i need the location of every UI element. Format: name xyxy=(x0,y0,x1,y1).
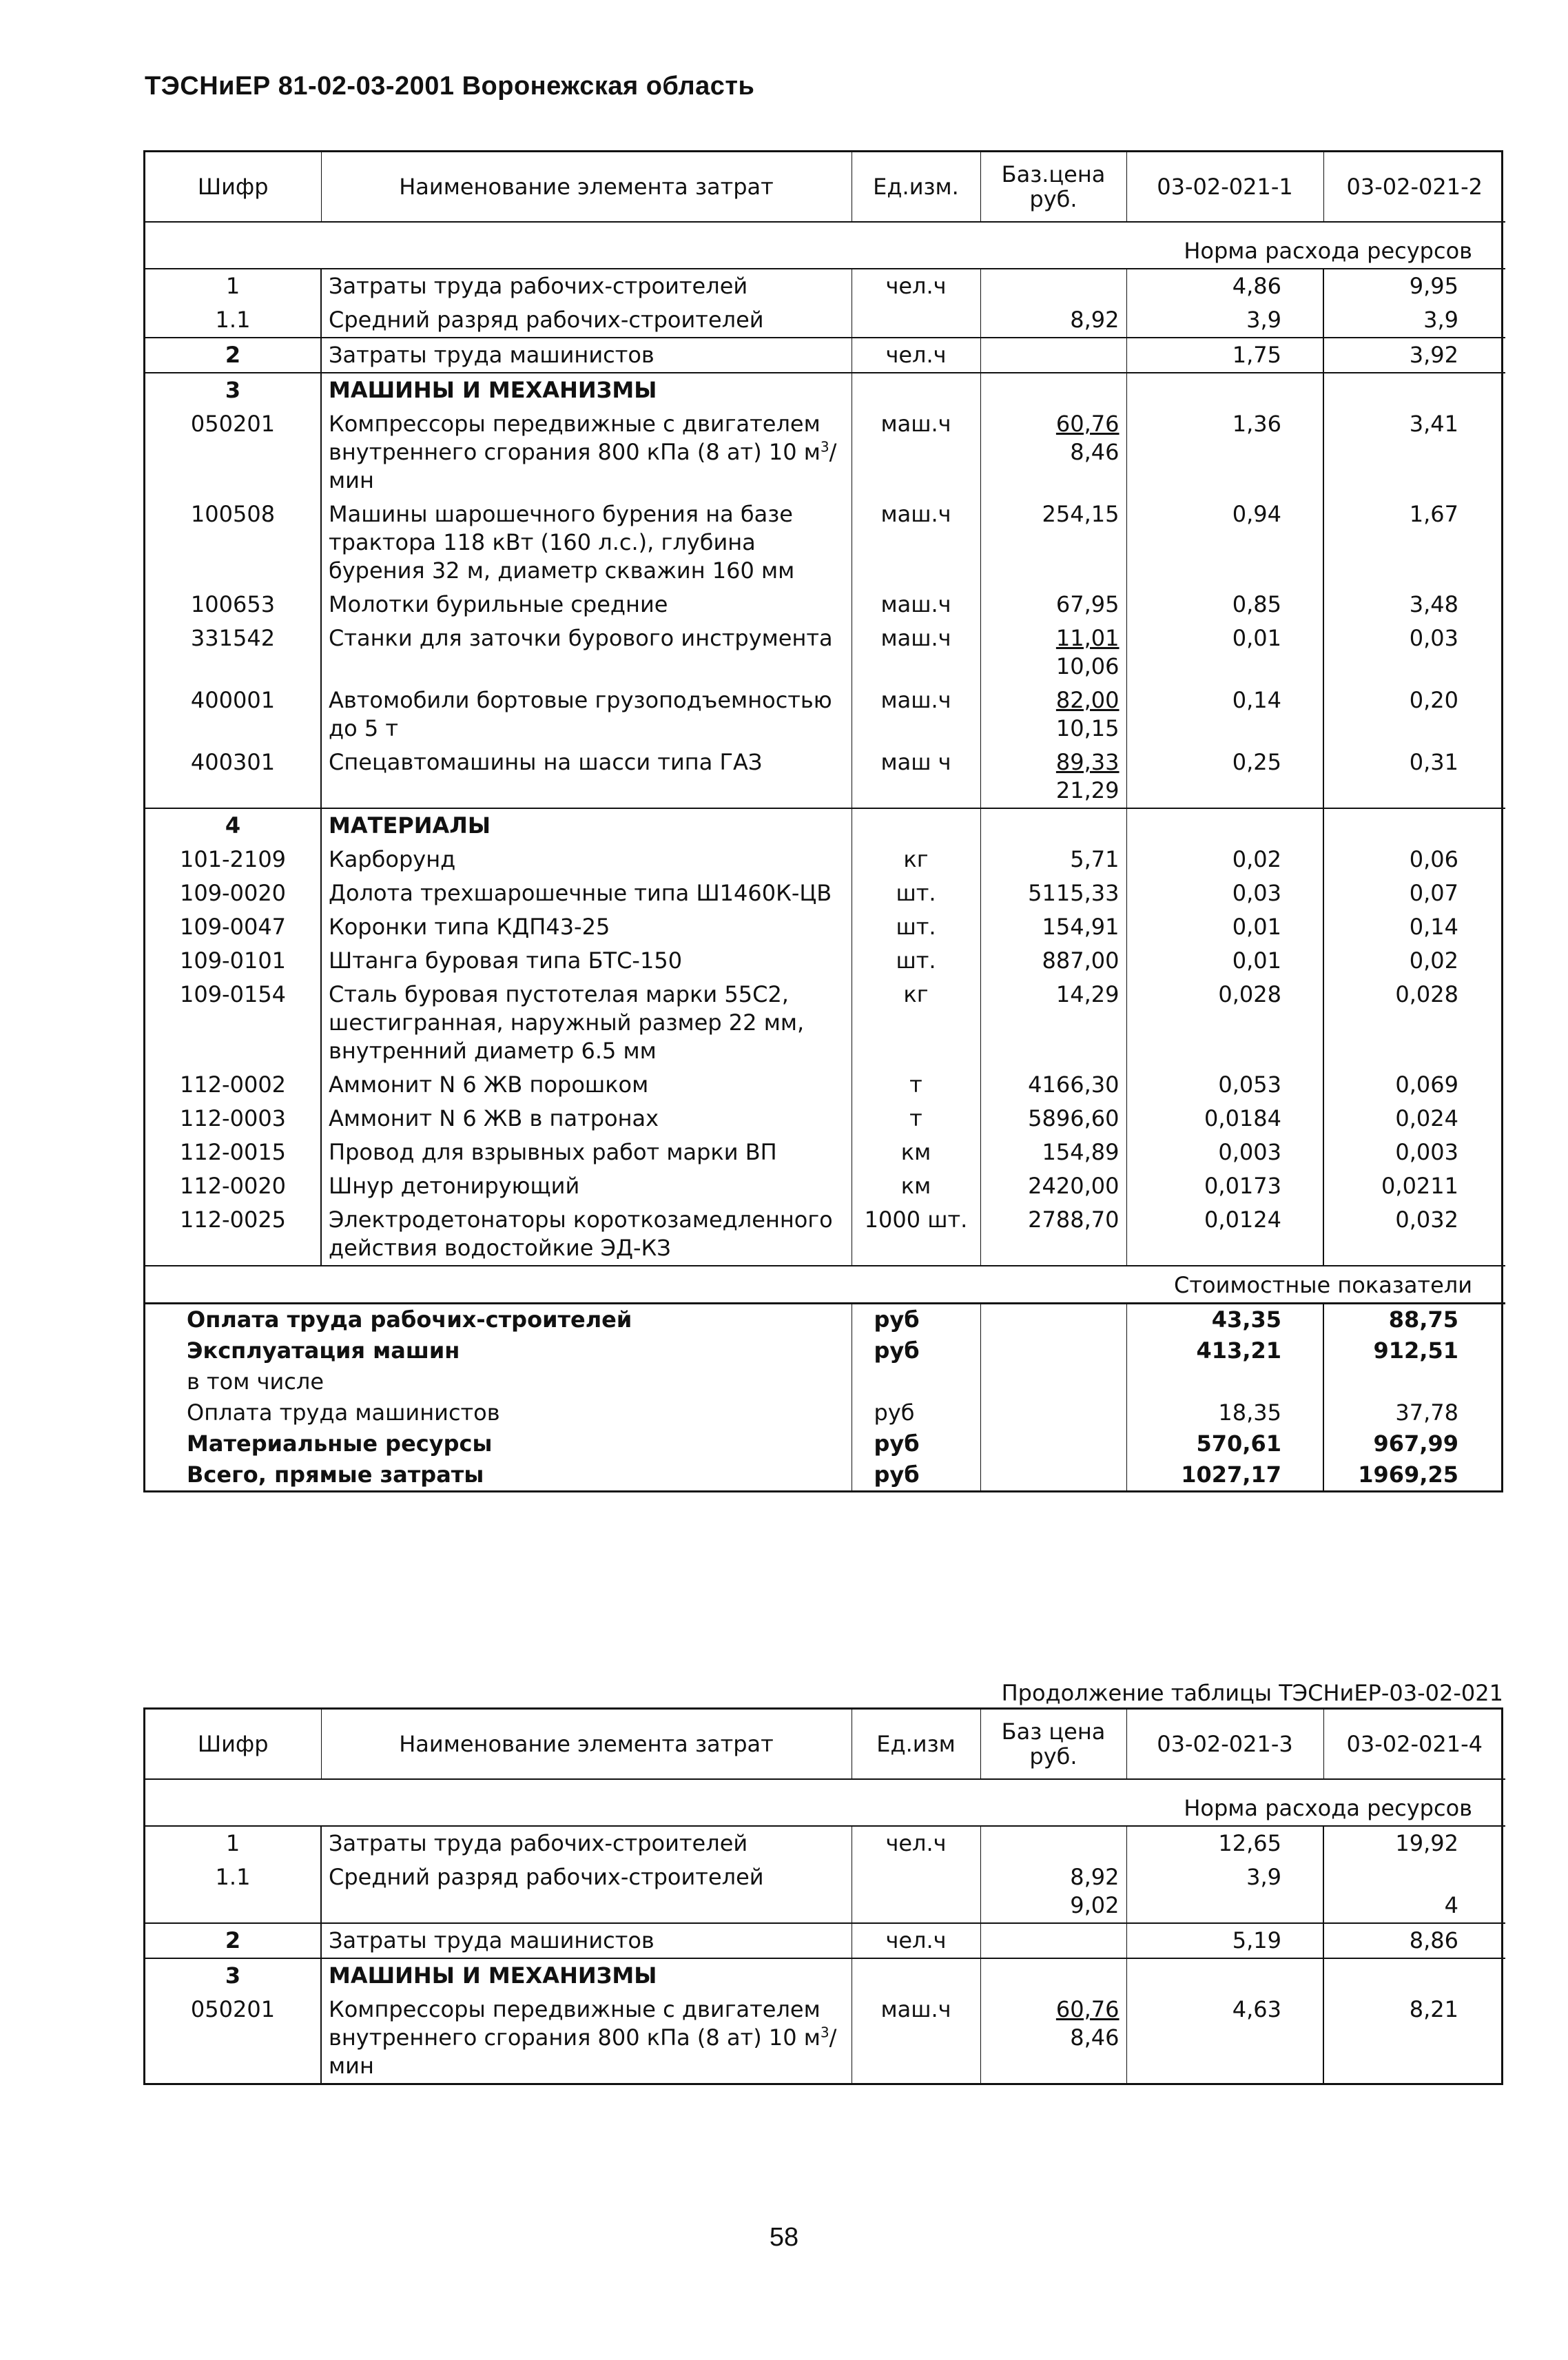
row-unit: км xyxy=(852,1169,980,1203)
column-header-unit: Ед.изм. xyxy=(852,152,980,222)
row-value-2: 0,02 xyxy=(1409,947,1458,974)
table-row xyxy=(145,684,1505,746)
row-price: 60,76 8,46 xyxy=(980,407,1126,497)
row-value-1: 0,25 xyxy=(1126,746,1323,808)
row-name: Аммонит N 6 ЖВ в патронах xyxy=(321,1102,852,1136)
row-unit: маш.ч xyxy=(852,588,980,622)
row-unit xyxy=(852,303,980,338)
cost-row xyxy=(145,1397,1505,1428)
row-name: Спецавтомашины на шасси типа ГАЗ xyxy=(321,746,852,808)
row-name: Компрессоры передвижные с двигателем внутреннего сгорания 800 кПа (8 ат) 10 $м^3$/мин xyxy=(321,1993,852,2083)
resource-table-1 xyxy=(143,150,1503,1492)
row-unit: чел.ч xyxy=(852,1923,980,1958)
row-unit: маш.ч xyxy=(852,497,980,588)
row-unit: т xyxy=(852,1102,980,1136)
row-name: Компрессоры передвижные с двигателем внутреннего сгорания 800 кПа (8 ат) 10 $м^3$/мин xyxy=(321,407,852,497)
cost-name: в том числе xyxy=(145,1366,852,1397)
table-row xyxy=(145,978,1505,1068)
row-name: Средний разряд рабочих-строителей xyxy=(321,1860,852,1923)
page-title: ТЭСНиЕР 81-02-03-2001 Воронежская область xyxy=(145,72,755,101)
column-header-price: Баз.цена руб. xyxy=(980,152,1126,222)
cost-name: Материальные ресурсы xyxy=(145,1428,852,1459)
cost-value-2: 37,78 xyxy=(1395,1399,1458,1426)
row-code: 331542 xyxy=(145,622,321,684)
cost-row xyxy=(145,1428,1505,1459)
row-code: 400001 xyxy=(145,684,321,746)
column-header-name: Наименование элемента затрат xyxy=(321,152,852,222)
row-price: 89,33 21,29 xyxy=(980,746,1126,808)
cost-value-2: 1969,25 xyxy=(1358,1461,1458,1488)
row-name: Аммонит N 6 ЖВ порошком xyxy=(321,1068,852,1102)
row-value-1: 1,75 xyxy=(1126,338,1323,373)
row-unit: 1000 шт. xyxy=(852,1203,980,1266)
row-price: 14,29 xyxy=(980,978,1126,1068)
row-price: 254,15 xyxy=(980,497,1126,588)
section-code: 3 xyxy=(145,1958,321,1993)
row-code: 112-0015 xyxy=(145,1136,321,1169)
row-value-2: 8,21 xyxy=(1409,1996,1458,2022)
row-price: 154,91 xyxy=(980,910,1126,944)
cost-unit: руб xyxy=(852,1304,980,1336)
row-price: 4166,30 xyxy=(980,1068,1126,1102)
row-value-1: 0,01 xyxy=(1126,622,1323,684)
continuation-label: Продолжение таблицы ТЭСНиЕР-03-02-021 xyxy=(985,1679,1503,1709)
row-price xyxy=(980,338,1126,373)
table-row xyxy=(145,910,1505,944)
section-title: МАТЕРИАЛЫ xyxy=(321,808,852,843)
row-unit: шт. xyxy=(852,944,980,978)
table-row xyxy=(145,1923,1505,1958)
row-price: 5896,60 xyxy=(980,1102,1126,1136)
column-header-code: Шифр xyxy=(145,152,321,222)
column-header-unit: Ед.изм xyxy=(852,1710,980,1779)
row-unit: км xyxy=(852,1136,980,1169)
column-header-norm-4: 03-02-021-4 xyxy=(1323,1710,1505,1779)
table-row xyxy=(145,1102,1505,1136)
section-row xyxy=(145,808,1505,843)
column-header-norm-3: 03-02-021-3 xyxy=(1126,1710,1323,1779)
row-unit: кг xyxy=(852,978,980,1068)
cost-name: Оплата труда машинистов xyxy=(145,1397,852,1428)
row-unit: маш.ч xyxy=(852,684,980,746)
row-price: 8,92 9,02 xyxy=(980,1860,1126,1923)
row-code: 2 xyxy=(145,338,321,373)
row-price: 82,00 10,15 xyxy=(980,684,1126,746)
row-value-1: 0,94 xyxy=(1126,497,1323,588)
cost-unit xyxy=(852,1366,980,1397)
row-value-1: 0,053 xyxy=(1126,1068,1323,1102)
row-name: Штанга буровая типа БТС-150 xyxy=(321,944,852,978)
row-value-2: 0,032 xyxy=(1395,1207,1458,1233)
row-value-1: 0,03 xyxy=(1126,876,1323,910)
row-name: Долота трехшарошечные типа Ш1460К-ЦВ xyxy=(321,876,852,910)
row-name: Машины шарошечного бурения на базе трактора 118 кВт (160 л.с.), глубина бурения 32 м, диаметр скважин 160 мм xyxy=(321,497,852,588)
section-row xyxy=(145,1958,1505,1993)
row-name: Станки для заточки бурового инструмента xyxy=(321,622,852,684)
table-row xyxy=(145,1169,1505,1203)
table-row xyxy=(145,1993,1505,2083)
row-unit: чел.ч xyxy=(852,1826,980,1860)
row-value-1: 0,01 xyxy=(1126,910,1323,944)
row-price: 5,71 xyxy=(980,843,1126,876)
row-value-1: 3,9 xyxy=(1126,1860,1323,1923)
cost-value-1: 43,35 xyxy=(1126,1304,1323,1336)
cost-value-1: 18,35 xyxy=(1126,1397,1323,1428)
row-value-2: 19,92 xyxy=(1395,1830,1458,1856)
row-value-1: 1,36 xyxy=(1126,407,1323,497)
cost-value-1: 1027,17 xyxy=(1126,1459,1323,1490)
cost-row xyxy=(145,1304,1505,1336)
column-header-name: Наименование элемента затрат xyxy=(321,1710,852,1779)
row-name: Электродетонаторы короткозамедленного действия водостойкие ЭД-КЗ xyxy=(321,1203,852,1266)
cost-row xyxy=(145,1335,1505,1366)
row-unit xyxy=(852,1860,980,1923)
row-value-2: 0,069 xyxy=(1395,1071,1458,1098)
row-code: 2 xyxy=(145,1923,321,1958)
row-value-2: 9,95 xyxy=(1409,273,1458,299)
row-price: 60,76 8,46 xyxy=(980,1993,1126,2083)
cost-value-2: 88,75 xyxy=(1388,1306,1458,1333)
cost-name: Всего, прямые затраты xyxy=(145,1459,852,1490)
table-row xyxy=(145,1068,1505,1102)
cost-value-2 xyxy=(1323,1366,1505,1397)
table-row xyxy=(145,588,1505,622)
row-value-2: 0,024 xyxy=(1395,1105,1458,1131)
row-value-2: 3,41 xyxy=(1409,411,1458,437)
table-row xyxy=(145,407,1505,497)
row-name: Сталь буровая пустотелая марки 55С2, шестигранная, наружный размер 22 мм, внутренний диаметр 6.5 мм xyxy=(321,978,852,1068)
row-value-1: 0,01 xyxy=(1126,944,1323,978)
row-code: 109-0047 xyxy=(145,910,321,944)
row-name: Затраты труда машинистов xyxy=(321,1923,852,1958)
row-value-2: 0,03 xyxy=(1409,625,1458,651)
row-code: 101-2109 xyxy=(145,843,321,876)
cost-label: Стоимостные показатели xyxy=(145,1266,1505,1304)
row-name: Шнур детонирующий xyxy=(321,1169,852,1203)
row-code: 1 xyxy=(145,1826,321,1860)
row-value-2: 0,003 xyxy=(1395,1139,1458,1165)
cost-value-1: 570,61 xyxy=(1126,1428,1323,1459)
row-code: 109-0101 xyxy=(145,944,321,978)
row-value-2: 1,67 xyxy=(1409,501,1458,527)
cost-unit: руб xyxy=(852,1428,980,1459)
page-number: 58 xyxy=(769,2223,799,2252)
row-unit: т xyxy=(852,1068,980,1102)
row-value-1: 12,65 xyxy=(1126,1826,1323,1860)
cost-unit: руб xyxy=(852,1459,980,1490)
column-header-price: Баз цена руб. xyxy=(980,1710,1126,1779)
row-code: 1 xyxy=(145,269,321,303)
row-code: 100508 xyxy=(145,497,321,588)
row-value-1: 0,003 xyxy=(1126,1136,1323,1169)
table-row xyxy=(145,622,1505,684)
row-value-1: 0,028 xyxy=(1126,978,1323,1068)
row-code: 1.1 xyxy=(145,303,321,338)
row-value-1: 3,9 xyxy=(1126,303,1323,338)
row-code: 112-0020 xyxy=(145,1169,321,1203)
row-value-1: 0,02 xyxy=(1126,843,1323,876)
row-price xyxy=(980,1826,1126,1860)
row-price: 5115,33 xyxy=(980,876,1126,910)
table-row xyxy=(145,338,1505,373)
row-price xyxy=(980,269,1126,303)
row-price: 11,01 10,06 xyxy=(980,622,1126,684)
cost-name: Эксплуатация машин xyxy=(145,1335,852,1366)
table-row xyxy=(145,1203,1505,1266)
table-row xyxy=(145,303,1505,338)
cost-unit: руб xyxy=(852,1335,980,1366)
row-name: Молотки бурильные средние xyxy=(321,588,852,622)
row-code: 112-0002 xyxy=(145,1068,321,1102)
cost-value-1 xyxy=(1126,1366,1323,1397)
row-value-2: 0,0211 xyxy=(1381,1173,1458,1199)
row-unit: маш.ч xyxy=(852,1993,980,2083)
row-unit: маш.ч xyxy=(852,622,980,684)
row-code: 400301 xyxy=(145,746,321,808)
row-value-2: 0,14 xyxy=(1409,914,1458,940)
row-unit: маш.ч xyxy=(852,407,980,497)
row-unit: кг xyxy=(852,843,980,876)
row-code: 100653 xyxy=(145,588,321,622)
row-value-1: 0,85 xyxy=(1126,588,1323,622)
row-name: Провод для взрывных работ марки ВП xyxy=(321,1136,852,1169)
row-value-2: 3,92 xyxy=(1323,338,1505,373)
cost-value-2: 967,99 xyxy=(1373,1430,1458,1457)
row-price: 154,89 xyxy=(980,1136,1126,1169)
row-code: 1.1 xyxy=(145,1860,321,1923)
table-row xyxy=(145,746,1505,808)
row-unit: маш ч xyxy=(852,746,980,808)
row-name: Автомобили бортовые грузоподъемностью до 5 т xyxy=(321,684,852,746)
column-header-norm-2: 03-02-021-2 xyxy=(1323,152,1505,222)
row-value-1: 4,86 xyxy=(1126,269,1323,303)
section-code: 3 xyxy=(145,373,321,407)
row-price: 8,92 xyxy=(980,303,1126,338)
table-row xyxy=(145,497,1505,588)
section-row xyxy=(145,373,1505,407)
section-title: МАШИНЫ И МЕХАНИЗМЫ xyxy=(321,373,852,407)
row-price xyxy=(980,1923,1126,1958)
row-unit: шт. xyxy=(852,910,980,944)
row-value-2: 0,028 xyxy=(1395,981,1458,1007)
column-header-code: Шифр xyxy=(145,1710,321,1779)
norm-label: Норма расхода ресурсов xyxy=(145,1779,1505,1826)
row-value-1: 0,0173 xyxy=(1126,1169,1323,1203)
table-row xyxy=(145,1860,1505,1923)
row-value-2: 0,20 xyxy=(1409,687,1458,713)
row-value-1: 5,19 xyxy=(1126,1923,1323,1958)
cost-name: Оплата труда рабочих-строителей xyxy=(145,1304,852,1336)
row-code: 050201 xyxy=(145,407,321,497)
table-row xyxy=(145,1136,1505,1169)
row-unit: шт. xyxy=(852,876,980,910)
row-name: Коронки типа КДП43-25 xyxy=(321,910,852,944)
cost-value-2: 912,51 xyxy=(1373,1337,1458,1364)
row-code: 109-0020 xyxy=(145,876,321,910)
row-value-2: 0,07 xyxy=(1409,880,1458,906)
cost-unit: руб xyxy=(852,1397,980,1428)
norm-label: Норма расхода ресурсов xyxy=(145,222,1505,269)
row-price: 2788,70 xyxy=(980,1203,1126,1266)
row-price: 2420,00 xyxy=(980,1169,1126,1203)
cost-value-1: 413,21 xyxy=(1126,1335,1323,1366)
table-row xyxy=(145,1826,1505,1860)
row-value-1: 4,63 xyxy=(1126,1993,1323,2083)
row-value-2: 3,9 xyxy=(1423,307,1458,333)
row-name: Затраты труда рабочих-строителей xyxy=(321,1826,852,1860)
row-value-1: 0,14 xyxy=(1126,684,1323,746)
row-name: Средний разряд рабочих-строителей xyxy=(321,303,852,338)
row-value-2: 4 xyxy=(1444,1892,1458,1918)
row-code: 050201 xyxy=(145,1993,321,2083)
row-price: 887,00 xyxy=(980,944,1126,978)
row-value-1: 0,0184 xyxy=(1126,1102,1323,1136)
table-row xyxy=(145,269,1505,303)
row-code: 112-0003 xyxy=(145,1102,321,1136)
row-code: 109-0154 xyxy=(145,978,321,1068)
row-code: 112-0025 xyxy=(145,1203,321,1266)
row-value-1: 0,0124 xyxy=(1126,1203,1323,1266)
cost-row xyxy=(145,1366,1505,1397)
cost-row xyxy=(145,1459,1505,1490)
row-name: Затраты труда рабочих-строителей xyxy=(321,269,852,303)
column-header-norm-1: 03-02-021-1 xyxy=(1126,152,1323,222)
section-title: МАШИНЫ И МЕХАНИЗМЫ xyxy=(321,1958,852,1993)
row-value-2: 8,86 xyxy=(1323,1923,1505,1958)
section-code: 4 xyxy=(145,808,321,843)
row-price: 67,95 xyxy=(980,588,1126,622)
table-row xyxy=(145,843,1505,876)
row-name: Карборунд xyxy=(321,843,852,876)
table-row xyxy=(145,944,1505,978)
row-unit: чел.ч xyxy=(852,338,980,373)
row-name: Затраты труда машинистов xyxy=(321,338,852,373)
row-value-2: 0,31 xyxy=(1409,749,1458,775)
table-row xyxy=(145,876,1505,910)
row-value-2: 0,06 xyxy=(1409,846,1458,872)
row-unit: чел.ч xyxy=(852,269,980,303)
resource-table-2 xyxy=(143,1707,1503,2085)
row-value-2: 3,48 xyxy=(1409,591,1458,617)
